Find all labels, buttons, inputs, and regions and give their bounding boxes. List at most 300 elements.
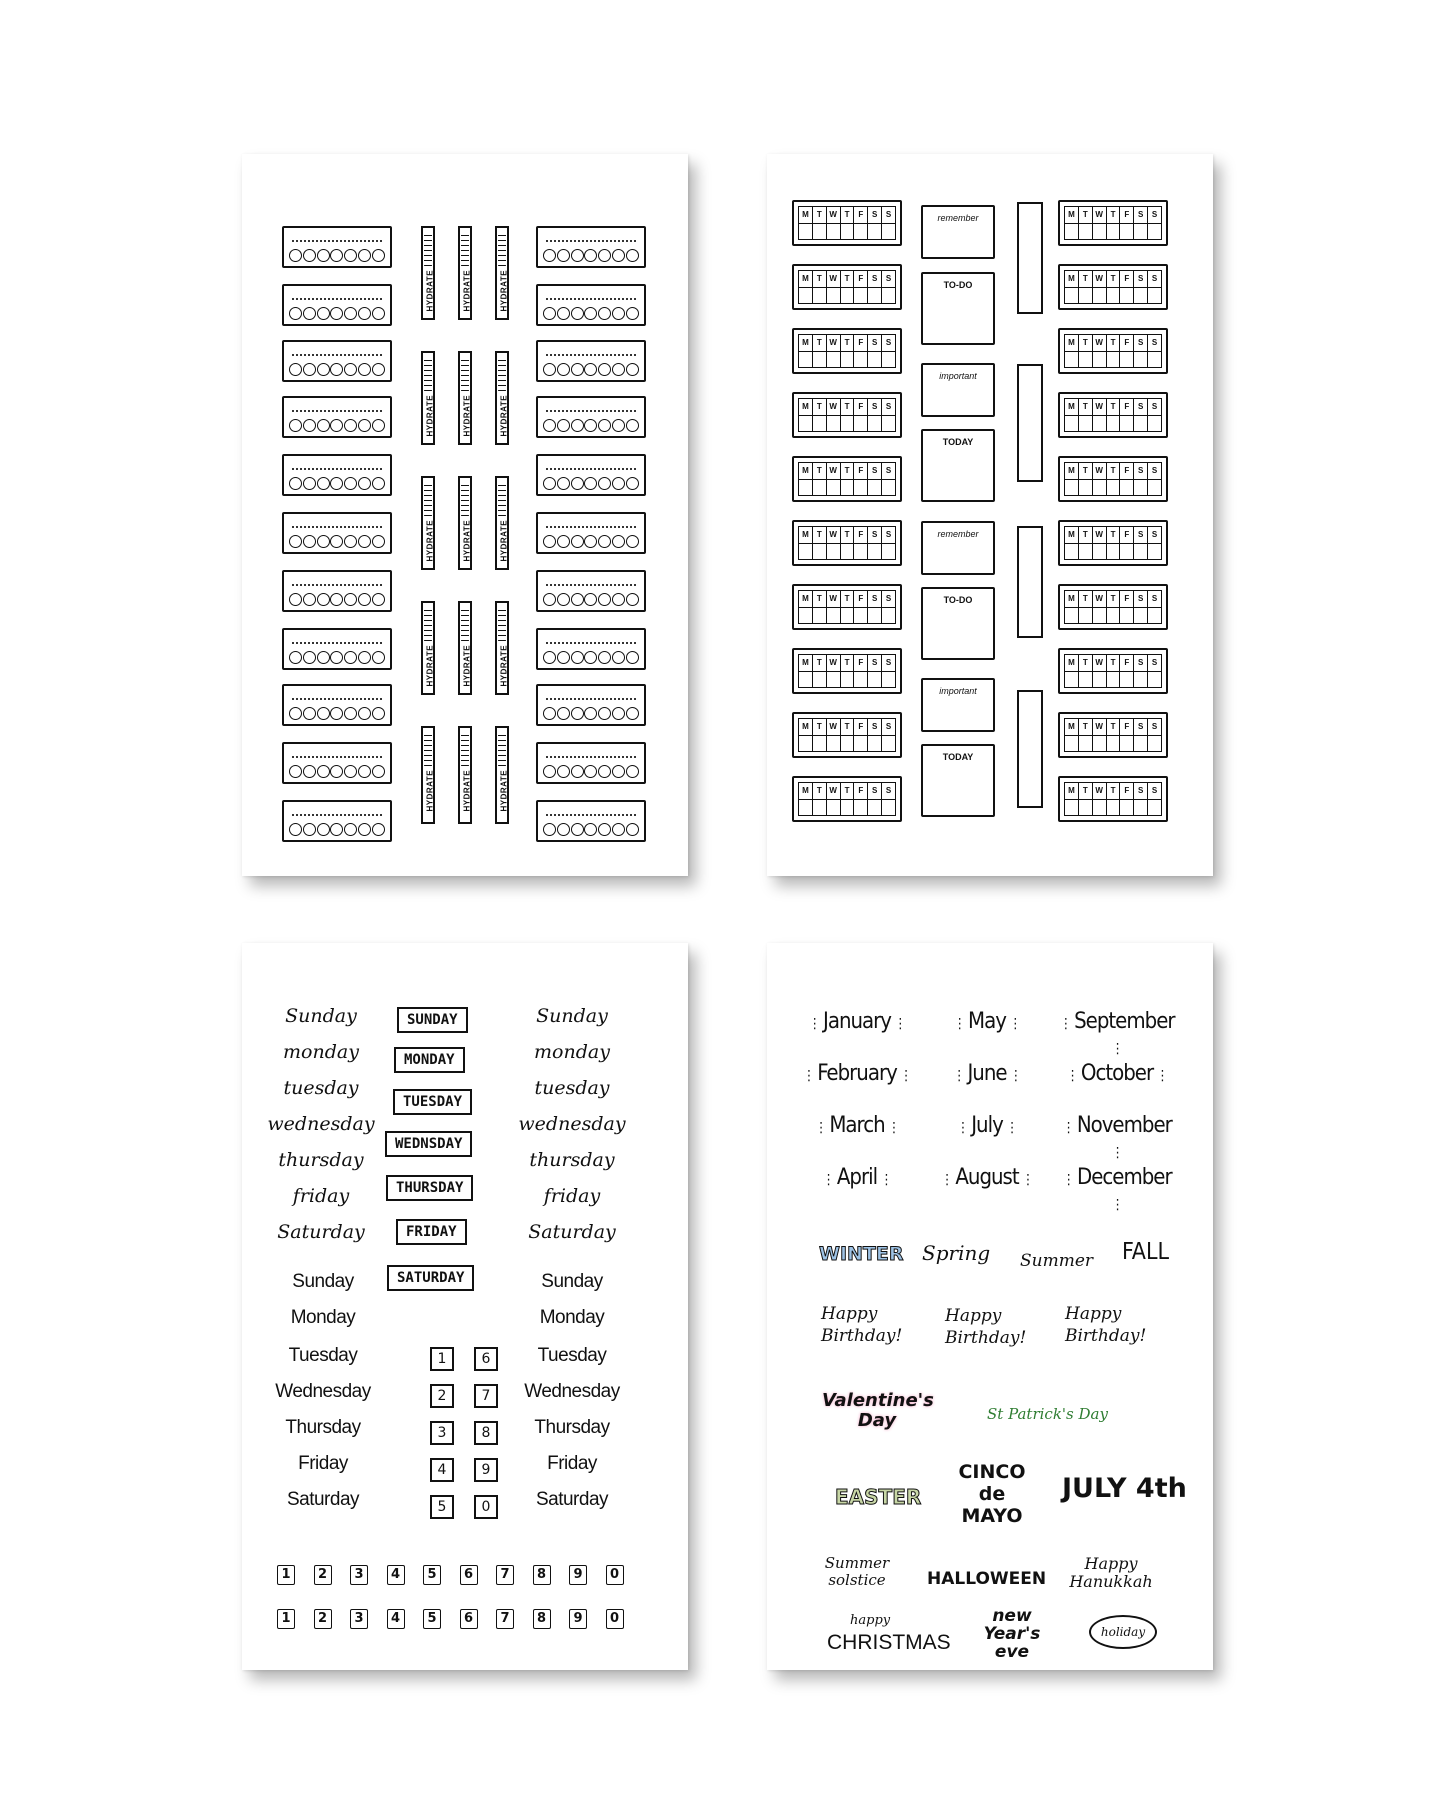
weekday-row <box>1065 335 1161 352</box>
weekday-letter: S <box>885 658 892 667</box>
week-tracker <box>792 712 902 758</box>
checkbox <box>799 480 813 496</box>
checkbox <box>1065 416 1079 432</box>
weekday-letter: S <box>1134 591 1148 607</box>
valentines-day: Valentine's Day <box>822 1390 934 1431</box>
checkbox <box>868 608 882 624</box>
checkbox <box>1134 800 1148 816</box>
habit-circle <box>598 651 611 664</box>
weekday-letter: T <box>841 271 855 287</box>
checkbox-row <box>1065 544 1161 560</box>
july-fourth: JULY 4th <box>1062 1473 1187 1504</box>
note-sticker <box>921 587 995 660</box>
checkbox <box>799 608 813 624</box>
habit-circle <box>344 707 357 720</box>
weekday-letter: T <box>841 655 855 671</box>
habit-circle <box>303 363 316 376</box>
checkbox <box>1065 736 1079 752</box>
habit-circle <box>626 363 639 376</box>
weekday-letter: W <box>1093 207 1107 223</box>
weekday-letter: T <box>1079 719 1093 735</box>
habit-circles <box>289 477 385 490</box>
habit-tracker-box <box>536 570 646 612</box>
habit-circle <box>543 707 556 720</box>
season-winter: WINTER <box>819 1243 904 1265</box>
script-weekday: Saturday <box>528 1221 616 1243</box>
checkbox <box>1079 800 1093 816</box>
habit-circle <box>543 823 556 836</box>
weekday-letter: W <box>1093 655 1107 671</box>
week-grid <box>1064 398 1162 432</box>
habit-circle <box>303 419 316 432</box>
habit-circle <box>372 419 385 432</box>
script-weekday: Saturday <box>277 1221 365 1243</box>
weekday-letter: F <box>854 335 868 351</box>
note-sticker <box>921 678 995 732</box>
number-tab: 0 <box>474 1495 498 1519</box>
week-tracker <box>1058 648 1168 694</box>
checkbox <box>813 416 827 432</box>
habit-circle <box>584 419 597 432</box>
weekday-letter: T <box>1107 527 1121 543</box>
note-label: remember <box>937 529 979 539</box>
note-label: important <box>939 686 977 696</box>
habit-circle <box>584 477 597 490</box>
checkbox-row <box>1065 608 1161 624</box>
month-label: ⋮ March ⋮ <box>797 1113 917 1138</box>
habit-circle <box>317 477 330 490</box>
week-grid <box>798 718 896 752</box>
habit-circle <box>358 765 371 778</box>
dotted-line <box>546 468 636 470</box>
checkbox-row <box>1065 224 1161 240</box>
checkbox <box>827 288 841 304</box>
weekday-letter: S <box>1151 466 1158 475</box>
weekday-letter: F <box>854 719 868 735</box>
weekday-letter: S <box>885 210 892 219</box>
weekday-letter: M <box>1065 207 1079 223</box>
st-patricks-day: St Patrick's Day <box>987 1405 1108 1423</box>
habit-circle <box>372 593 385 606</box>
month-label: ⋮ August ⋮ <box>927 1165 1047 1190</box>
checkbox <box>1093 416 1107 432</box>
checkbox <box>841 224 855 240</box>
weekday-letter: S <box>885 594 892 603</box>
checkbox <box>882 736 895 752</box>
script-weekday: wednesday <box>518 1113 626 1135</box>
weekday-letter: W <box>827 783 841 799</box>
week-grid <box>798 526 896 560</box>
checkbox <box>868 352 882 368</box>
habit-circle <box>344 651 357 664</box>
checkbox <box>813 608 827 624</box>
habit-tracker-box <box>536 800 646 842</box>
dotted-line <box>292 354 382 356</box>
habit-circles <box>289 823 385 836</box>
weekday-row <box>799 335 895 352</box>
habit-circle <box>626 823 639 836</box>
checkbox-row <box>799 288 895 304</box>
weekday-letter: S <box>868 527 882 543</box>
habit-circle <box>289 535 302 548</box>
checkbox <box>882 480 895 496</box>
hydrate-strip <box>421 351 435 445</box>
season-fall: FALL <box>1122 1239 1169 1265</box>
week-grid <box>1064 462 1162 496</box>
checkbox <box>1134 608 1148 624</box>
weekday-letter: W <box>827 591 841 607</box>
hydrate-strip <box>458 601 472 695</box>
checkbox <box>1120 352 1134 368</box>
hydrate-strip <box>421 601 435 695</box>
checkbox <box>841 800 855 816</box>
weekday-letter: M <box>799 527 813 543</box>
habit-circle <box>571 651 584 664</box>
habit-circle <box>303 765 316 778</box>
weekday-row <box>1065 399 1161 416</box>
checkbox <box>868 544 882 560</box>
hydrate-label: HYDRATE <box>462 644 472 687</box>
weekday-letter: M <box>799 335 813 351</box>
checkbox-row <box>1065 800 1161 816</box>
week-grid <box>798 398 896 432</box>
hydrate-label: HYDRATE <box>499 394 509 437</box>
checkbox <box>1148 544 1161 560</box>
checkbox-row <box>1065 288 1161 304</box>
weekday-letter: T <box>841 527 855 543</box>
checkbox <box>854 224 868 240</box>
weekday-letter: T <box>813 783 827 799</box>
note-sticker <box>921 272 995 345</box>
checkbox <box>1120 288 1134 304</box>
week-grid <box>1064 718 1162 752</box>
checkbox <box>882 352 895 368</box>
weekday-letter: M <box>1065 527 1079 543</box>
sticker-sheet-week-trackers <box>767 154 1213 876</box>
number-tab: 6 <box>474 1347 498 1371</box>
checkbox <box>1107 608 1121 624</box>
weekday-letter: M <box>1065 719 1079 735</box>
habit-circle <box>330 823 343 836</box>
number-tag: 8 <box>533 1609 551 1629</box>
checkbox <box>1065 288 1079 304</box>
caps-weekday: Monday <box>539 1307 605 1328</box>
weekday-letter: T <box>1107 591 1121 607</box>
checkbox <box>868 736 882 752</box>
habit-circle <box>557 477 570 490</box>
checkbox <box>1107 352 1121 368</box>
number-tag: 6 <box>460 1565 478 1585</box>
checkbox <box>1065 672 1079 688</box>
checkbox <box>841 480 855 496</box>
checkbox <box>882 800 895 816</box>
checkbox <box>799 800 813 816</box>
note-sticker <box>921 744 995 817</box>
dotted-line <box>546 354 636 356</box>
habit-tracker-box <box>536 396 646 438</box>
habit-circle <box>543 535 556 548</box>
checkbox <box>1079 352 1093 368</box>
weekday-letter: S <box>1134 527 1148 543</box>
habit-circle <box>598 363 611 376</box>
weekday-letter: T <box>1107 271 1121 287</box>
checkbox <box>827 416 841 432</box>
checkbox <box>868 800 882 816</box>
weekday-letter: T <box>1079 783 1093 799</box>
hydrate-strip <box>458 476 472 570</box>
week-grid <box>1064 334 1162 368</box>
habit-circle <box>358 707 371 720</box>
habit-circles <box>543 765 639 778</box>
weekday-letter: S <box>1151 402 1158 411</box>
week-tracker <box>792 648 902 694</box>
weekday-row <box>799 207 895 224</box>
checkbox <box>1093 352 1107 368</box>
script-weekday: Sunday <box>285 1005 357 1027</box>
checkbox-row <box>799 672 895 688</box>
week-tracker <box>1058 584 1168 630</box>
checkbox <box>854 800 868 816</box>
habit-circle <box>584 249 597 262</box>
caps-weekday: Tuesday <box>537 1345 607 1366</box>
dotted-line <box>292 298 382 300</box>
weekday-letter: F <box>1120 719 1134 735</box>
hydrate-label: HYDRATE <box>462 519 472 562</box>
weekday-letter: S <box>1151 658 1158 667</box>
weekday-letter: S <box>1134 335 1148 351</box>
habit-circle <box>358 535 371 548</box>
checkbox <box>854 544 868 560</box>
weekday-row <box>1065 207 1161 224</box>
checkbox <box>1065 800 1079 816</box>
script-weekday: Sunday <box>536 1005 608 1027</box>
checkbox <box>868 288 882 304</box>
checkbox <box>1079 224 1093 240</box>
habit-tracker-box <box>536 742 646 784</box>
weekday-flag: MONDAY <box>394 1047 465 1073</box>
checkbox <box>799 352 813 368</box>
weekday-letter: T <box>1107 335 1121 351</box>
habit-circle <box>584 823 597 836</box>
week-tracker <box>792 264 902 310</box>
habit-circle <box>344 419 357 432</box>
habit-circle <box>557 823 570 836</box>
checkbox <box>1107 800 1121 816</box>
habit-circle <box>358 651 371 664</box>
week-tracker <box>1058 520 1168 566</box>
week-tracker <box>792 392 902 438</box>
weekday-letter: S <box>868 207 882 223</box>
checkbox-row <box>1065 672 1161 688</box>
habit-circle <box>626 419 639 432</box>
checkbox <box>1107 224 1121 240</box>
halloween: HALLOWEEN <box>927 1569 1047 1589</box>
habit-circle <box>372 765 385 778</box>
weekday-letter: W <box>827 271 841 287</box>
habit-circle <box>571 477 584 490</box>
checkbox <box>1079 480 1093 496</box>
number-tab: 7 <box>474 1384 498 1408</box>
habit-circle <box>330 363 343 376</box>
weekday-letter: T <box>813 527 827 543</box>
weekday-letter: T <box>841 207 855 223</box>
hydrate-label: HYDRATE <box>499 769 509 812</box>
caps-weekday: Thursday <box>285 1417 361 1438</box>
checkbox <box>1120 608 1134 624</box>
checkbox <box>841 672 855 688</box>
habit-circle <box>598 765 611 778</box>
checkbox-row <box>1065 736 1161 752</box>
hydrate-strip <box>458 351 472 445</box>
habit-circle <box>612 707 625 720</box>
checkbox <box>841 352 855 368</box>
habit-circle <box>317 249 330 262</box>
habit-circle <box>303 535 316 548</box>
habit-circle <box>612 765 625 778</box>
habit-circle <box>571 419 584 432</box>
habit-circles <box>543 307 639 320</box>
habit-circle <box>543 249 556 262</box>
habit-circle <box>598 535 611 548</box>
checkbox <box>1107 672 1121 688</box>
habit-circle <box>543 419 556 432</box>
habit-circle <box>289 593 302 606</box>
hydrate-label: HYDRATE <box>425 644 435 687</box>
habit-circle <box>317 765 330 778</box>
checkbox <box>854 608 868 624</box>
easter: EASTER <box>835 1485 922 1509</box>
checkbox <box>868 224 882 240</box>
checkbox <box>868 480 882 496</box>
weekday-row <box>799 527 895 544</box>
hydrate-label: HYDRATE <box>462 394 472 437</box>
weekday-flag: THURSDAY <box>386 1175 473 1201</box>
weekday-letter: T <box>1107 463 1121 479</box>
checkbox <box>882 608 895 624</box>
checkbox <box>841 288 855 304</box>
month-label: ⋮ October ⋮ <box>1057 1061 1177 1086</box>
weekday-letter: S <box>868 399 882 415</box>
note-label: important <box>939 371 977 381</box>
week-grid <box>798 270 896 304</box>
happy-hanukkah: Happy Hanukkah <box>1069 1554 1153 1591</box>
dotted-line <box>292 468 382 470</box>
checkbox <box>841 608 855 624</box>
number-tag: 8 <box>533 1565 551 1585</box>
weekday-letter: S <box>868 591 882 607</box>
weekday-letter: T <box>1079 335 1093 351</box>
hydrate-strip <box>421 726 435 824</box>
habit-circle <box>330 249 343 262</box>
hydrate-strip <box>458 726 472 824</box>
habit-circle <box>571 823 584 836</box>
habit-circle <box>584 765 597 778</box>
checkbox <box>1148 672 1161 688</box>
happy-birthday: Happy Birthday! <box>1065 1304 1147 1346</box>
weekday-flag: WEDNSDAY <box>385 1131 472 1157</box>
weekday-letter: T <box>841 335 855 351</box>
weekday-row <box>1065 719 1161 736</box>
habit-circle <box>598 707 611 720</box>
habit-circle <box>303 593 316 606</box>
weekday-letter: W <box>1093 527 1107 543</box>
dotted-line <box>292 526 382 528</box>
number-tag: 9 <box>569 1565 587 1585</box>
habit-circle <box>571 593 584 606</box>
checkbox <box>1120 800 1134 816</box>
weekday-letter: T <box>1079 399 1093 415</box>
number-tag: 0 <box>606 1565 624 1585</box>
weekday-letter: T <box>1107 719 1121 735</box>
habit-circle <box>303 477 316 490</box>
weekday-letter: F <box>1120 655 1134 671</box>
habit-circle <box>330 707 343 720</box>
checkbox <box>1107 288 1121 304</box>
ribbon-banner <box>1017 526 1043 638</box>
number-tag: 7 <box>496 1565 514 1585</box>
number-tag: 4 <box>387 1565 405 1585</box>
weekday-letter: F <box>854 527 868 543</box>
checkbox <box>1079 544 1093 560</box>
weekday-letter: F <box>854 463 868 479</box>
dotted-line <box>292 584 382 586</box>
caps-weekday: Sunday <box>292 1271 354 1292</box>
habit-circle <box>571 307 584 320</box>
number-tag: 2 <box>314 1565 332 1585</box>
number-tag: 9 <box>569 1609 587 1629</box>
week-tracker <box>792 520 902 566</box>
weekday-letter: W <box>827 335 841 351</box>
weekday-letter: W <box>1093 719 1107 735</box>
script-weekday: thursday <box>529 1149 615 1171</box>
checkbox <box>1148 352 1161 368</box>
weekday-letter: M <box>1065 399 1079 415</box>
weekday-letter: S <box>868 463 882 479</box>
number-tab: 2 <box>430 1384 454 1408</box>
checkbox <box>854 480 868 496</box>
number-tab: 1 <box>430 1347 454 1371</box>
dotted-line <box>546 814 636 816</box>
number-tag: 5 <box>423 1565 441 1585</box>
dotted-line <box>546 756 636 758</box>
week-tracker <box>1058 264 1168 310</box>
week-grid <box>798 206 896 240</box>
hydrate-label: HYDRATE <box>462 769 472 812</box>
habit-circle <box>557 363 570 376</box>
ribbon-banner <box>1017 364 1043 482</box>
weekday-letter: S <box>1151 210 1158 219</box>
habit-circle <box>317 823 330 836</box>
habit-circle <box>289 419 302 432</box>
weekday-letter: T <box>841 719 855 735</box>
habit-circle <box>557 593 570 606</box>
habit-circle <box>358 823 371 836</box>
habit-circle <box>584 707 597 720</box>
checkbox-row <box>799 352 895 368</box>
checkbox <box>1134 288 1148 304</box>
weekday-letter: S <box>1151 786 1158 795</box>
dotted-line <box>546 584 636 586</box>
weekday-row <box>1065 655 1161 672</box>
cinco-de-mayo: CINCO de MAYO <box>958 1461 1026 1527</box>
note-label: TO-DO <box>943 280 973 290</box>
hydrate-label: HYDRATE <box>425 394 435 437</box>
checkbox <box>1079 736 1093 752</box>
weekday-row <box>1065 527 1161 544</box>
checkbox <box>799 416 813 432</box>
checkbox <box>813 224 827 240</box>
caps-weekday: Sunday <box>541 1271 603 1292</box>
